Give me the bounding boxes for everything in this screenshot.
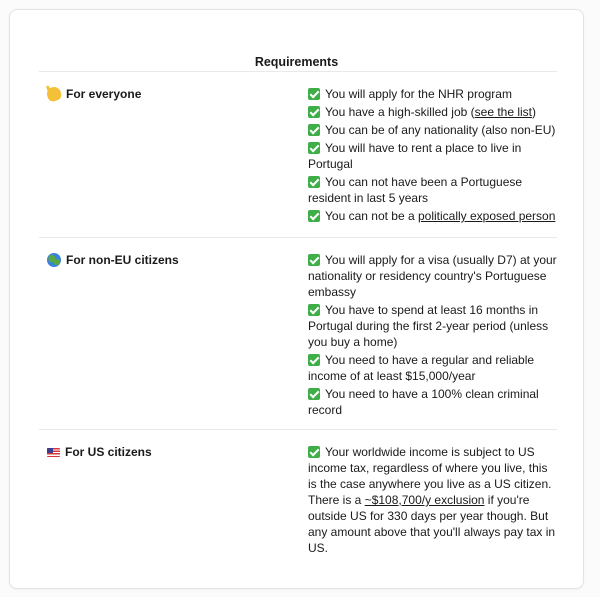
- list-item: You will have to rent a place to live in Portugal: [308, 141, 522, 171]
- check-mark-icon: [308, 176, 320, 188]
- requirements-title: Requirements: [254, 55, 339, 69]
- list-item: You can not have been a Portuguese resident in last 5 years: [308, 175, 523, 205]
- check-mark-icon: [308, 142, 320, 154]
- check-mark-icon: [308, 106, 320, 118]
- exclusion-link[interactable]: ~$108,700/y exclusion: [364, 493, 485, 507]
- check-mark-icon: [308, 354, 320, 366]
- check-mark-icon: [308, 388, 320, 400]
- section-label-text: For US citizens: [65, 445, 152, 459]
- requirements-list-everyone: [308, 86, 558, 226]
- section-label-everyone: [47, 86, 141, 102]
- list-item: Your worldwide income is subject to US income tax, regardless of where you live, this is the case anywhere you live as a US citizen. There is a ~$108,700/y exclusion if you're outside US for 330 days per year though. But any amount above that you'll always pay tax in US.: [308, 445, 556, 555]
- waving-hand-icon: [45, 85, 63, 103]
- section-label-text: For non-EU citizens: [66, 253, 179, 267]
- list-item: You will apply for a visa (usually D7) at your nationality or residency country's Portuguese embassy: [308, 253, 557, 299]
- see-the-list-link[interactable]: see the list: [474, 105, 533, 119]
- section-label-non-eu: [47, 252, 179, 268]
- politically-exposed-person-link[interactable]: politically exposed person: [417, 209, 556, 223]
- globe-icon: [47, 253, 61, 267]
- check-mark-icon: [308, 254, 320, 266]
- divider: [39, 71, 557, 72]
- divider: [39, 429, 557, 430]
- check-mark-icon: [308, 210, 320, 222]
- check-mark-icon: [308, 124, 320, 136]
- us-flag-icon: [47, 448, 60, 457]
- section-label-text: For everyone: [66, 87, 142, 101]
- requirements-list-non-eu: [308, 252, 558, 420]
- requirements-list-us: [308, 444, 558, 558]
- check-mark-icon: [308, 304, 320, 316]
- divider: [39, 237, 557, 238]
- list-item: You have to spend at least 16 months in Portugal during the first 2-year period (unless you buy a home): [308, 303, 549, 349]
- section-label-us: [47, 444, 152, 460]
- requirements-card: [9, 9, 584, 589]
- check-mark-icon: [308, 88, 320, 100]
- list-item: You need to have a regular and reliable income of at least $15,000/year: [308, 353, 535, 383]
- list-item: You can be of any nationality (also non-EU): [308, 122, 558, 138]
- list-item: You will apply for the NHR program: [308, 86, 558, 102]
- check-mark-icon: [308, 446, 320, 458]
- list-item: You have a high-skilled job (see the list): [308, 104, 558, 120]
- list-item: You can not be a politically exposed person: [308, 208, 558, 224]
- list-item: You need to have a 100% clean criminal record: [308, 387, 539, 417]
